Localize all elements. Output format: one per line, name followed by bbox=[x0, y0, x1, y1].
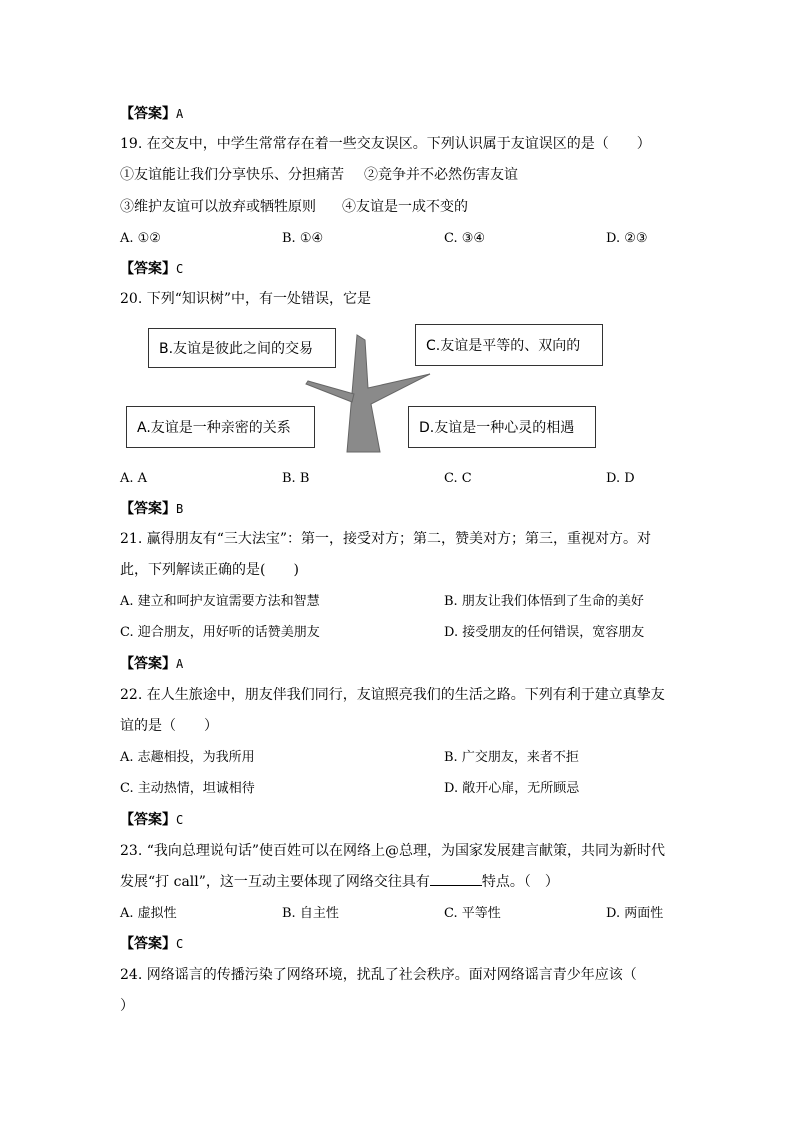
tree-box-d: D.友谊是一种心灵的相遇 bbox=[408, 406, 596, 448]
question-20-stem: 20. 下列“知识树”中，有一处错误，它是 bbox=[120, 291, 372, 307]
question-22-option-d: D. 敞开心扉，无所顾忌 bbox=[444, 781, 580, 796]
question-20-option-b: B. B bbox=[282, 471, 310, 486]
answer-line: 【答案】C bbox=[120, 261, 184, 277]
question-24-stem-1: 24. 网络谣言的传播污染了网络环境，扰乱了社会秩序。面对网络谣言青少年应该（ bbox=[120, 967, 637, 983]
question-23-stem-1: 23. “我向总理说句话”使百姓可以在网络上@总理，为国家发展建言献策，共同为新时代 bbox=[120, 843, 666, 859]
question-19-item-1: ①友谊能让我们分享快乐、分担痛苦 bbox=[120, 167, 344, 183]
question-19-item-4: ④友谊是一成不变的 bbox=[342, 199, 468, 215]
question-21-stem-1: 21. 赢得朋友有“三大法宝”：第一，接受对方；第二，赞美对方；第三，重视对方。对 bbox=[120, 531, 652, 547]
question-21-stem-2: 此，下列解读正确的是( ) bbox=[120, 562, 299, 578]
answer-blank bbox=[430, 873, 482, 886]
question-23-option-c: C. 平等性 bbox=[444, 906, 501, 921]
question-19-option-d: D. ②③ bbox=[606, 231, 648, 246]
question-20-option-a: A. A bbox=[120, 471, 148, 486]
answer-line: 【答案】A bbox=[120, 656, 184, 672]
question-24-stem-2: ） bbox=[120, 998, 134, 1014]
question-22-option-b: B. 广交朋友，来者不拒 bbox=[444, 750, 579, 765]
question-19-item-3: ③维护友谊可以放弃或牺牲原则 bbox=[120, 199, 316, 215]
answer-line: 【答案】C bbox=[120, 936, 184, 952]
question-21-option-c: C. 迎合朋友，用好听的话赞美朋友 bbox=[120, 625, 320, 640]
question-19-option-c: C. ③④ bbox=[444, 231, 486, 246]
question-19-item-2: ②竞争并不必然伤害友谊 bbox=[364, 167, 518, 183]
question-19-option-b: B. ①④ bbox=[282, 231, 324, 246]
question-22-stem-1: 22. 在人生旅途中，朋友伴我们同行，友谊照亮我们的生活之路。下列有利于建立真挚友 bbox=[120, 687, 665, 703]
tree-box-a: A.友谊是一种亲密的关系 bbox=[126, 406, 315, 448]
question-22-option-a: A. 志趣相投，为我所用 bbox=[120, 750, 255, 765]
knowledge-tree-diagram bbox=[0, 0, 794, 470]
tree-box-c: C.友谊是平等的、双向的 bbox=[415, 324, 603, 366]
question-23-option-d: D. 两面性 bbox=[606, 906, 664, 921]
question-23-option-a: A. 虚拟性 bbox=[120, 906, 177, 921]
question-19-stem: 19. 在交友中，中学生常常存在着一些交友误区。下列认识属于友谊误区的是（ ） bbox=[120, 136, 651, 152]
question-20-option-c: C. C bbox=[444, 471, 472, 486]
question-22-option-c: C. 主动热情，坦诚相待 bbox=[120, 781, 255, 796]
answer-line: 【答案】B bbox=[120, 501, 184, 517]
tree-box-b: B.友谊是彼此之间的交易 bbox=[148, 328, 336, 368]
question-19-option-a: A. ①② bbox=[120, 231, 161, 246]
answer-line: 【答案】C bbox=[120, 812, 184, 828]
tree-left-branch bbox=[306, 381, 354, 402]
question-21-option-b: B. 朋友让我们体悟到了生命的美好 bbox=[444, 594, 644, 609]
question-21-option-a: A. 建立和呵护友谊需要方法和智慧 bbox=[120, 594, 320, 609]
question-23-option-b: B. 自主性 bbox=[282, 906, 339, 921]
question-23-stem-2: 发展“打 call”，这一互动主要体现了网络交往具有 特点。（ ） bbox=[120, 874, 559, 890]
question-22-stem-2: 谊的是（ ） bbox=[120, 718, 218, 734]
answer-line: 【答案】A bbox=[120, 106, 184, 122]
question-21-option-d: D. 接受朋友的任何错误，宽容朋友 bbox=[444, 625, 645, 640]
question-20-option-d: D. D bbox=[606, 471, 635, 486]
